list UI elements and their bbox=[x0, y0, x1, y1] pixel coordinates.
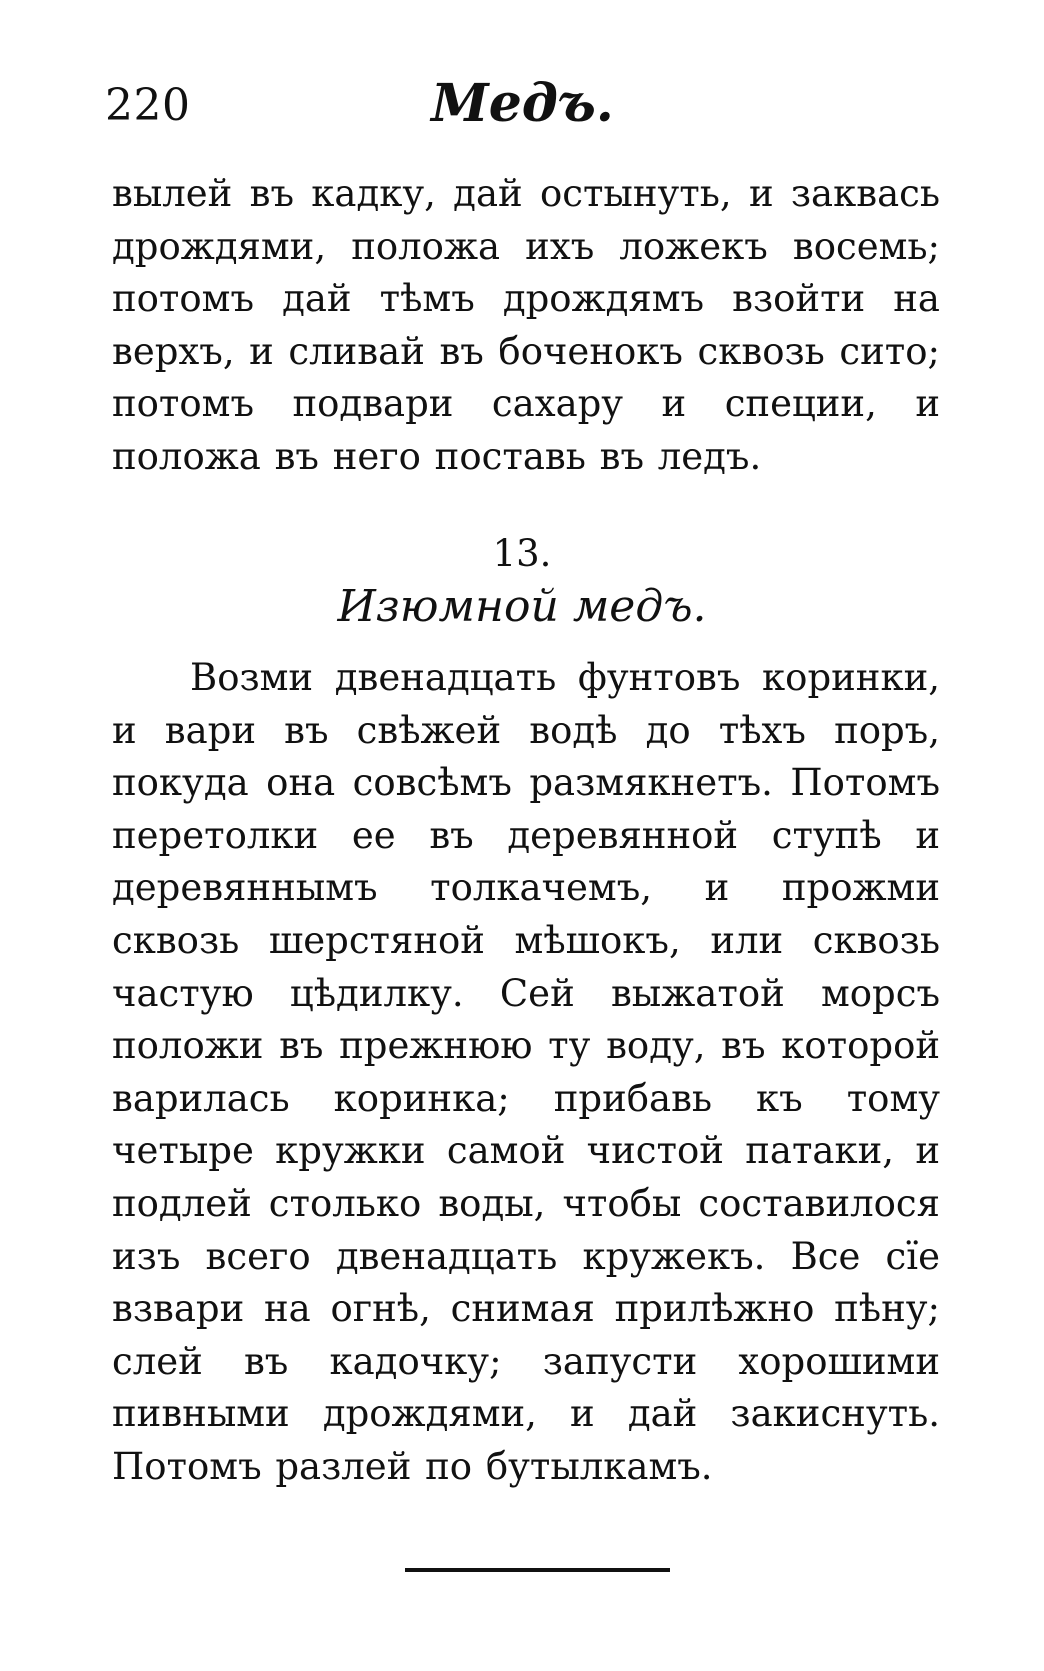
section-number: 13. bbox=[492, 532, 552, 575]
running-title: Медъ. bbox=[431, 73, 614, 134]
recipe-paragraph: Возми двенадцать фунтовъ коринки, и вари въ свѣжей водѣ до тѣхъ поръ, покуда она совсѣмъ размякнетъ. Потомъ перетолки ее въ деревянной ступѣ и деревяннымъ толкачемъ, и прожми сквозь шерстяной мѣшокъ, или сквозь частую цѣдилку. Сей выжатой морсъ положи въ прежнюю ту воду, въ которой варилась коринка; прибавь къ тому четыре кружки самой чистой патаки, и подлей столько воды, чтобы составилося изъ всего двенадцать кружекъ. Все сїе взвари на огнѣ, снимая прилѣжно пѣну; слей въ кадочку; запусти хорошими пивными дрождями, и дай закиснуть. Потомъ разлей по бутылкамъ. bbox=[112, 656, 940, 1488]
section-title: Изюмной медъ. bbox=[337, 581, 707, 632]
page-number: 220 bbox=[105, 80, 191, 131]
continued-paragraph: вылей въ кадку, дай остынуть, и заквась дрождями, положа ихъ ложекъ восемь; потомъ дай тѣмъ дрождямъ взойти на верхъ, и сливай въ боченокъ сквозь сито; потомъ подвари сахару и специи, и положа въ него поставь въ ледъ. bbox=[112, 172, 940, 478]
page-header bbox=[105, 73, 940, 148]
end-rule bbox=[405, 1568, 670, 1572]
